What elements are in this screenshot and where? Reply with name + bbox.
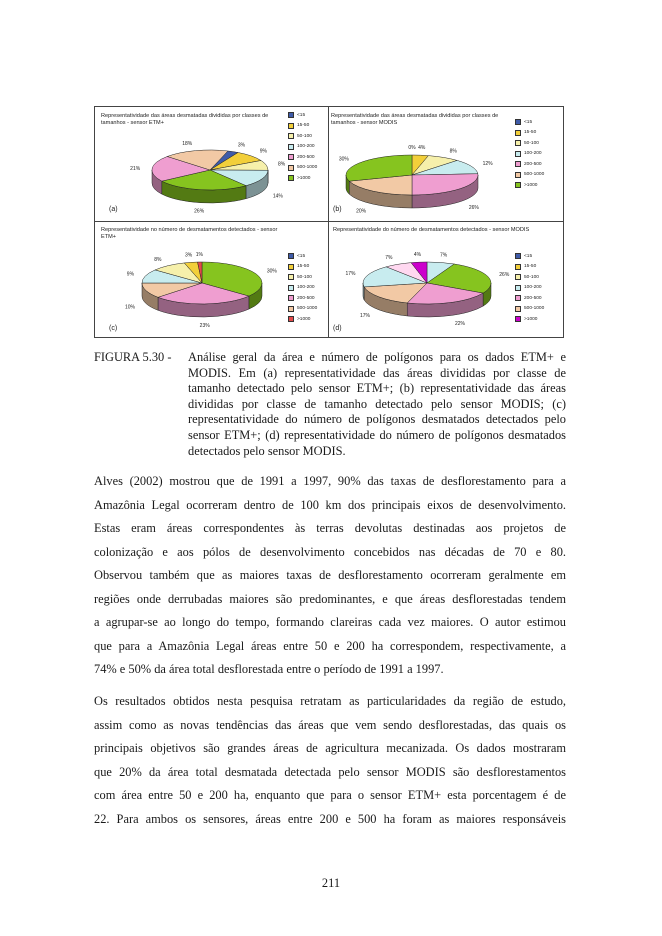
panel-d: [329, 222, 565, 339]
pie-percent-label: 8%: [277, 161, 286, 168]
pie-chart-d: [329, 222, 565, 339]
text-line: assim como as novas tendências das áreas que vem sendo desflorestadas, das quais os: [94, 717, 566, 732]
text-line: regiões onde derrubadas maiores são predominantes, e que áreas desflorestadas tendem: [94, 591, 566, 606]
text-line: a agrupar-se ao longo do tempo, formando clareiras cada vez maiores. O autor estimou: [94, 615, 566, 629]
text-line: Amazônia Legal ocorreram dentro de 100 km dos principais eixos de desenvolvimento.: [94, 497, 566, 512]
panel-c-letter: (c): [109, 325, 118, 332]
panel-c-title: Representatividade no número de desmatamentos detectados - sensor ETM+: [101, 227, 279, 240]
legend-label: <15: [297, 253, 306, 259]
pie-percent-label: 9%: [259, 148, 267, 155]
panel-a-letter: (a): [109, 206, 118, 213]
panel-b: [329, 107, 565, 221]
legend-label: 500-1000: [524, 172, 545, 178]
legend-label: 100-200: [297, 144, 315, 150]
legend-label: 100-200: [524, 285, 542, 291]
pie-percent-label: 10%: [124, 304, 135, 311]
legend-label: 100-200: [524, 151, 542, 157]
legend-label: >1000: [297, 175, 311, 181]
text-line: 22. Para ambos os sensores, áreas entre 200 e 500 ha foram as maiores responsáveis: [94, 811, 566, 826]
legend-label: >1000: [297, 316, 311, 322]
pie-percent-label: 30%: [266, 268, 277, 275]
pie-percent-label: 23%: [199, 322, 210, 329]
panel-b-letter: (b): [333, 206, 342, 213]
pie-percent-label: 26%: [499, 272, 510, 279]
text-line: que 20% da área total desmatada detectada pelo sensor MODIS são desflorestamentos: [94, 764, 566, 779]
pie-percent-label: 26%: [468, 205, 479, 212]
pie-percent-label: 8%: [449, 148, 457, 155]
pie-percent-label: 22%: [454, 320, 465, 327]
pie-tops: [142, 262, 262, 304]
pie-percent-label: 26%: [194, 208, 205, 215]
legend-label: 15-50: [297, 123, 310, 129]
legend-label: 500-1000: [524, 306, 545, 312]
pie-tops: [346, 155, 478, 195]
panel-d-title: Representatividade do número de desmatamentos detectados - sensor MODIS: [333, 227, 530, 233]
legend-label: >1000: [524, 182, 538, 188]
panel-a: [95, 107, 328, 221]
pie-chart-a: [95, 107, 328, 221]
pie-percent-label: 3%: [237, 142, 246, 149]
figure-caption-label: FIGURA 5.30 -: [94, 350, 172, 364]
pie-percent-label: 12%: [482, 161, 493, 168]
legend-label: 200-500: [297, 295, 315, 301]
pie-percent-label: 17%: [345, 271, 356, 278]
pie-percent-label: 1%: [195, 252, 203, 259]
text-line: com área entre 50 e 200 ha, enquanto que para o sensor ETM+ esta porcentagem é de: [94, 788, 566, 802]
pie-percent-label: 0%: [408, 145, 416, 151]
legend-label: 200-500: [297, 154, 315, 160]
pie-tops: [363, 262, 491, 304]
pie-percent-label: 14%: [272, 193, 283, 200]
text-line: Observou também que as maiores taxas de desflorestamento ocorreram geralmente em: [94, 568, 566, 582]
pie-percent-label: 8%: [154, 257, 162, 264]
pie-percent-label: 18%: [182, 140, 193, 147]
pie-percent-label: 4%: [413, 252, 422, 259]
pie-percent-label: 30%: [338, 156, 349, 163]
page-number: 211: [321, 876, 341, 890]
panel-c: [95, 222, 328, 339]
legend-label: 500-1000: [297, 306, 318, 312]
pie-chart-c: [95, 222, 328, 339]
pie-percent-label: 17%: [359, 313, 370, 320]
legend-label: <15: [524, 253, 533, 259]
text-line: 74% e 50% da área total desflorestada entre o período de 1991 a 1997.: [94, 662, 444, 676]
legend-label: >1000: [524, 316, 538, 322]
text-line: Alves (2002) mostrou que de 1991 a 1997, 90% das taxas de desflorestamento para a: [94, 474, 566, 488]
legend-label: <15: [297, 112, 306, 118]
legend-label: 50-100: [297, 133, 312, 139]
pie-percent-label: 21%: [130, 165, 141, 172]
text-line: que para a Amazônia Legal áreas entre 50 e 200 ha correspondem, respectivamente, a: [94, 638, 566, 653]
pie-percent-label: 7%: [385, 255, 393, 262]
text-line: Os resultados obtidos nesta pesquisa retratam as particularidades da região de estudo,: [94, 694, 566, 708]
legend-label: 50-100: [297, 274, 312, 280]
pie-chart-b: [329, 107, 565, 221]
legend-label: <15: [524, 119, 533, 125]
legend-label: 200-500: [524, 161, 542, 167]
legend-label: 50-100: [524, 274, 539, 280]
legend-label: 15-50: [524, 264, 537, 270]
text-line: principais objetivos são grandes áreas de agricultura mecanizada. Os dados mostraram: [94, 741, 566, 755]
legend-label: 15-50: [524, 130, 537, 136]
legend-label: 100-200: [297, 285, 315, 291]
text-line: colonização e aos pólos de desenvolvimento concebidos nas décadas de 70 e 80.: [94, 544, 566, 559]
panel-b-title: Representatividade das áreas desmatadas divididas por classes de tamanhos - sensor MODIS: [331, 113, 500, 126]
pie-percent-label: 3%: [184, 252, 193, 259]
figure-5-30: [94, 106, 564, 338]
panel-d-letter: (d): [333, 325, 342, 332]
figure-caption-text: Análise geral da área e número de polígonos para os dados ETM+ e MODIS. Em (a) representatividade das áreas divididas por classe de tamanho detectado pelo sensor ETM+; (b) representatividade das áreas divididas por classe de tamanho detectado pelo sensor MODIS; (c) representatividade do número de polígonos desmatados detectados pelo sensor ETM+; (d) representatividade do número de polígonos desmatados detectados pelo sensor MODIS.: [188, 350, 566, 458]
panel-a-title: Representatividade das áreas desmatadas divididas por classes de tamanhos - sensor ETM+: [101, 113, 270, 126]
pie-percent-label: 4%: [418, 145, 426, 152]
legend-label: 15-50: [297, 264, 310, 270]
pie-percent-label: 7%: [439, 252, 448, 259]
pie-percent-label: 9%: [126, 271, 135, 278]
legend-label: 200-500: [524, 295, 542, 301]
legend-label: 500-1000: [297, 165, 318, 171]
text-line: Estas eram áreas correspondentes às terras devolutas destinadas aos projetos de: [94, 521, 566, 535]
legend-label: 50-100: [524, 140, 539, 146]
pie-tops: [152, 150, 268, 190]
pie-percent-label: 20%: [356, 208, 367, 215]
